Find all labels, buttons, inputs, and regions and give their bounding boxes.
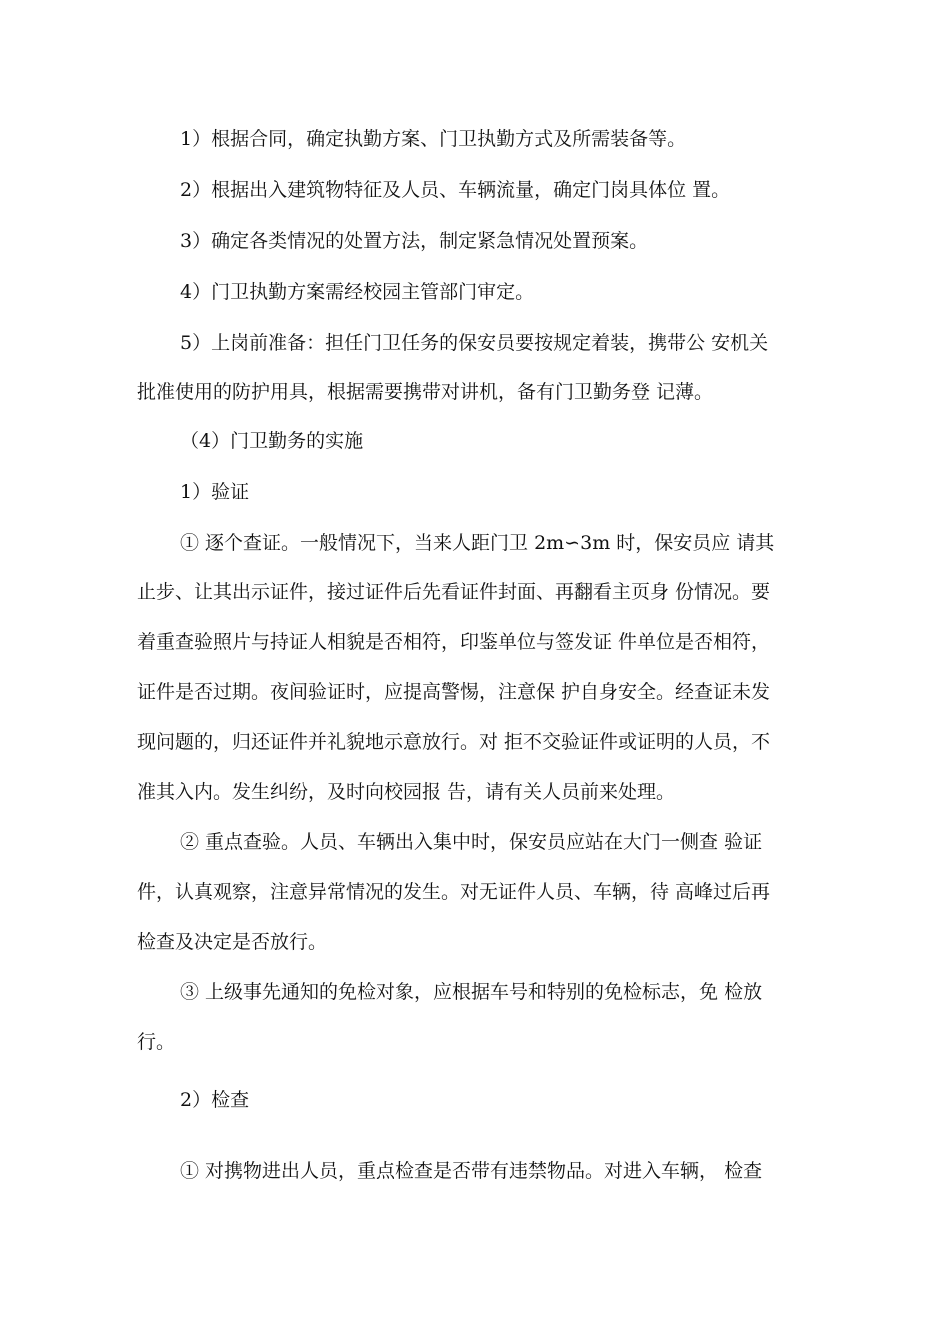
text-line: ② 重点查验。人员、车辆出入集中时，保安员应站在大门一侧查 验证 bbox=[180, 831, 763, 853]
subsection-heading: 1）验证 bbox=[180, 481, 250, 503]
text-line: 批准使用的防护用具，根据需要携带对讲机，备有门卫勤务登 记薄。 bbox=[137, 381, 714, 403]
section-heading: （4）门卫勤务的实施 bbox=[180, 430, 364, 452]
text-line: 准其入内。发生纠纷，及时向校园报 告，请有关人员前来处理。 bbox=[137, 781, 676, 803]
text-line: ① 逐个查证。一般情况下，当来人距门卫 2m∽3m 时，保安员应 请其 bbox=[180, 532, 775, 554]
text-line: ③ 上级事先通知的免检对象，应根据车号和特别的免检标志，免 检放 bbox=[180, 981, 763, 1003]
text-line: 2）根据出入建筑物特征及人员、车辆流量，确定门岗具体位 置。 bbox=[180, 179, 731, 201]
text-line: 3）确定各类情况的处置方法，制定紧急情况处置预案。 bbox=[180, 230, 649, 252]
text-line: 证件是否过期。夜间验证时，应提高警惕，注意保 护自身安全。经查证未发 bbox=[137, 681, 771, 703]
text-line: 着重查验照片与持证人相貌是否相符，印鉴单位与签发证 件单位是否相符， bbox=[137, 631, 771, 653]
text-line: 行。 bbox=[137, 1031, 176, 1053]
text-line: 4）门卫执勤方案需经校园主管部门审定。 bbox=[180, 281, 535, 303]
subsection-heading: 2）检查 bbox=[180, 1089, 250, 1111]
text-line: 1）根据合同，确定执勤方案、门卫执勤方式及所需装备等。 bbox=[180, 128, 687, 150]
text-line: 5）上岗前准备：担任门卫任务的保安员要按规定着装，携带公 安机关 bbox=[180, 332, 769, 354]
text-line: 止步、让其出示证件，接过证件后先看证件封面、再翻看主页身 份情况。要 bbox=[137, 581, 771, 603]
text-line: 件，认真观察，注意异常情况的发生。对无证件人员、车辆，待 高峰过后再 bbox=[137, 881, 771, 903]
text-line: 检查及决定是否放行。 bbox=[137, 931, 328, 953]
text-line: ① 对携物进出人员，重点检查是否带有违禁物品。对进入车辆， 检查 bbox=[180, 1160, 763, 1182]
text-line: 现问题的，归还证件并礼貌地示意放行。对 拒不交验证件或证明的人员，不 bbox=[137, 731, 771, 753]
